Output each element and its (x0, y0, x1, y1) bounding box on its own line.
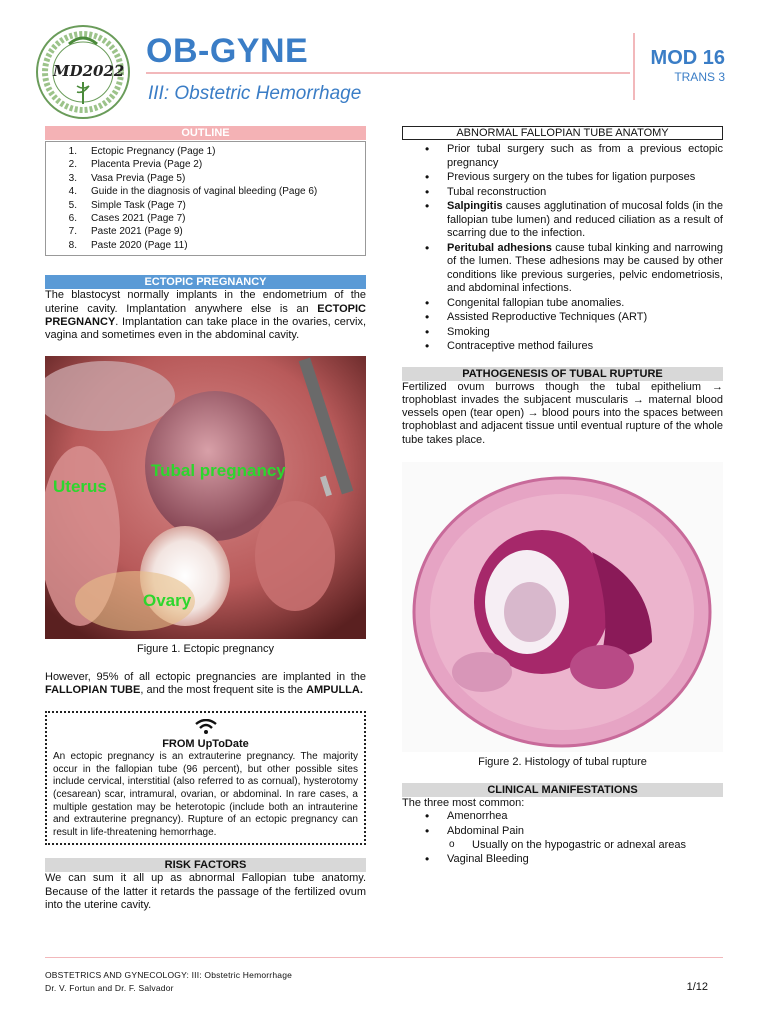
outline-box (45, 141, 366, 256)
list-item: • Contraceptive method failures (422, 340, 723, 354)
pathogenesis-heading: PATHOGENESIS OF TUBAL RUPTURE (402, 367, 723, 381)
ectopic-figure (45, 356, 366, 639)
list-item: • Vaginal Bleeding (422, 853, 723, 867)
page-number: 1/12 (686, 981, 708, 993)
list-item: o Usually on the hypogastric or adnexal areas (447, 839, 723, 853)
list-item: • Previous surgery on the tubes for ligation purposes (422, 171, 723, 185)
module-label: MOD 16 (650, 47, 725, 69)
anatomy-list (422, 143, 723, 354)
footer-divider (45, 957, 723, 958)
left-column (45, 126, 366, 912)
outline-item: 6. Cases 2021 (Page 7) (68, 213, 186, 225)
figure-1-caption: Figure 1. Ectopic pregnancy (137, 643, 274, 656)
list-item: • Salpingitis causes agglutination of mucosal folds (in the fallopian tube lumen) and reduced ciliation as a result of scarring due to the infection. (422, 200, 723, 241)
figure-label-uterus: Uterus (53, 477, 107, 497)
list-item: • Tubal reconstruction (422, 186, 723, 200)
outline-item: 4. Guide in the diagnosis of vaginal bleeding (Page 6) (68, 186, 318, 198)
logo-text: MD2022 (53, 62, 125, 80)
uptodate-box (45, 711, 366, 845)
list-item: • Prior tubal surgery such as from a previous ectopic pregnancy (422, 143, 723, 170)
outline-heading: OUTLINE (45, 126, 366, 140)
footer-course: OBSTETRICS AND GYNECOLOGY: III: Obstetric Hemorrhage (45, 970, 293, 980)
outline-item: 2. Placenta Previa (Page 2) (68, 159, 203, 171)
md2022-logo (33, 22, 133, 122)
clinical-heading: CLINICAL MANIFESTATIONS (402, 783, 723, 797)
risk-factors-text: We can sum it all up as abnormal Fallopian tube anatomy. Because of the latter it retards the passage of the fertilized ovum into the uterine cavity. (45, 872, 366, 911)
title-divider (146, 72, 630, 74)
list-item: • Congenital fallopian tube anomalies. (422, 297, 723, 311)
footer-lecturers: Dr. V. Fortun and Dr. F. Salvador (45, 983, 174, 993)
right-column (402, 126, 723, 867)
clinical-sublist (447, 839, 723, 853)
histology-figure (402, 462, 723, 752)
document-subtitle: III: Obstetric Hemorrhage (148, 83, 362, 104)
clinical-list-cont (422, 853, 723, 867)
outline-list (46, 145, 365, 252)
outline-item: 1. Ectopic Pregnancy (Page 1) (68, 146, 216, 157)
header-vertical-divider (633, 33, 635, 100)
clinical-list (422, 810, 723, 838)
document-title: OB-GYNE (146, 32, 309, 70)
outline-item: 7. Paste 2021 (Page 9) (68, 226, 183, 238)
histology-image (402, 462, 723, 752)
ectopic-intro: The blastocyst normally implants in the endometrium of the uterine cavity. Implantation anywhere else is an ECTOPIC PREGNANCY. Implantation can take place in the ovaries, cervix, vagina and sometimes even in the abdominal cavity. (45, 289, 366, 342)
outline-item: 8. Paste 2020 (Page 11) (68, 239, 188, 251)
figure-2-caption: Figure 2. Histology of tubal rupture (478, 755, 647, 768)
trans-label: TRANS 3 (674, 70, 725, 84)
wifi-icon (53, 719, 358, 735)
uptodate-heading: FROM UpToDate (162, 738, 249, 751)
list-item: • Peritubal adhesions cause tubal kinking and narrowing of the lumen. These adhesions may be caused by other conditions like previous surgeries, pelvic endometriosis, and abdominal infections. (422, 242, 723, 296)
list-item: • Abdominal Pain (422, 825, 723, 839)
uptodate-text: An ectopic pregnancy is an extrauterine pregnancy. The majority occur in the fallopian tube (96 percent), but other possible sites include cervical, interstitial (also referred to as cornual), hysterotomy (cesarean) scar, intramural, ovarian, or abdominal. In rare cases, a multiple gestation may be heterotopic (include both an intrauterine and extrauterine pregnancy). Rupture of an ectopic pregnancy can result in life-threatening hemorrhage. (53, 751, 358, 838)
figure-label-ovary: Ovary (143, 591, 192, 611)
ectopic-site-paragraph: However, 95% of all ectopic pregnancies are implanted in the FALLOPIAN TUBE, and the most frequent site is the AMPULLA. (45, 670, 366, 696)
figure-label-tubal: Tubal pregnancy (151, 461, 286, 481)
outline-item: 5. Simple Task (Page 7) (68, 199, 186, 211)
pathogenesis-text: Fertilized ovum burrows though the tubal epithelium → trophoblast invades the subjacent muscularis → maternal blood vessels open (tear open) → blood pours into the spaces between trophoblast and adjacent tissue until eventual rupture of the whole tube takes place. (402, 380, 723, 446)
list-item: • Smoking (422, 326, 723, 340)
ectopic-heading: ECTOPIC PREGNANCY (45, 275, 366, 289)
list-item: • Assisted Reproductive Techniques (ART) (422, 311, 723, 325)
anatomy-heading: ABNORMAL FALLOPIAN TUBE ANATOMY (402, 126, 723, 140)
risk-factors-heading: RISK FACTORS (45, 858, 366, 872)
clinical-intro: The three most common: (402, 797, 525, 810)
outline-item: 3. Vasa Previa (Page 5) (68, 172, 186, 184)
list-item: • Amenorrhea (422, 810, 723, 824)
